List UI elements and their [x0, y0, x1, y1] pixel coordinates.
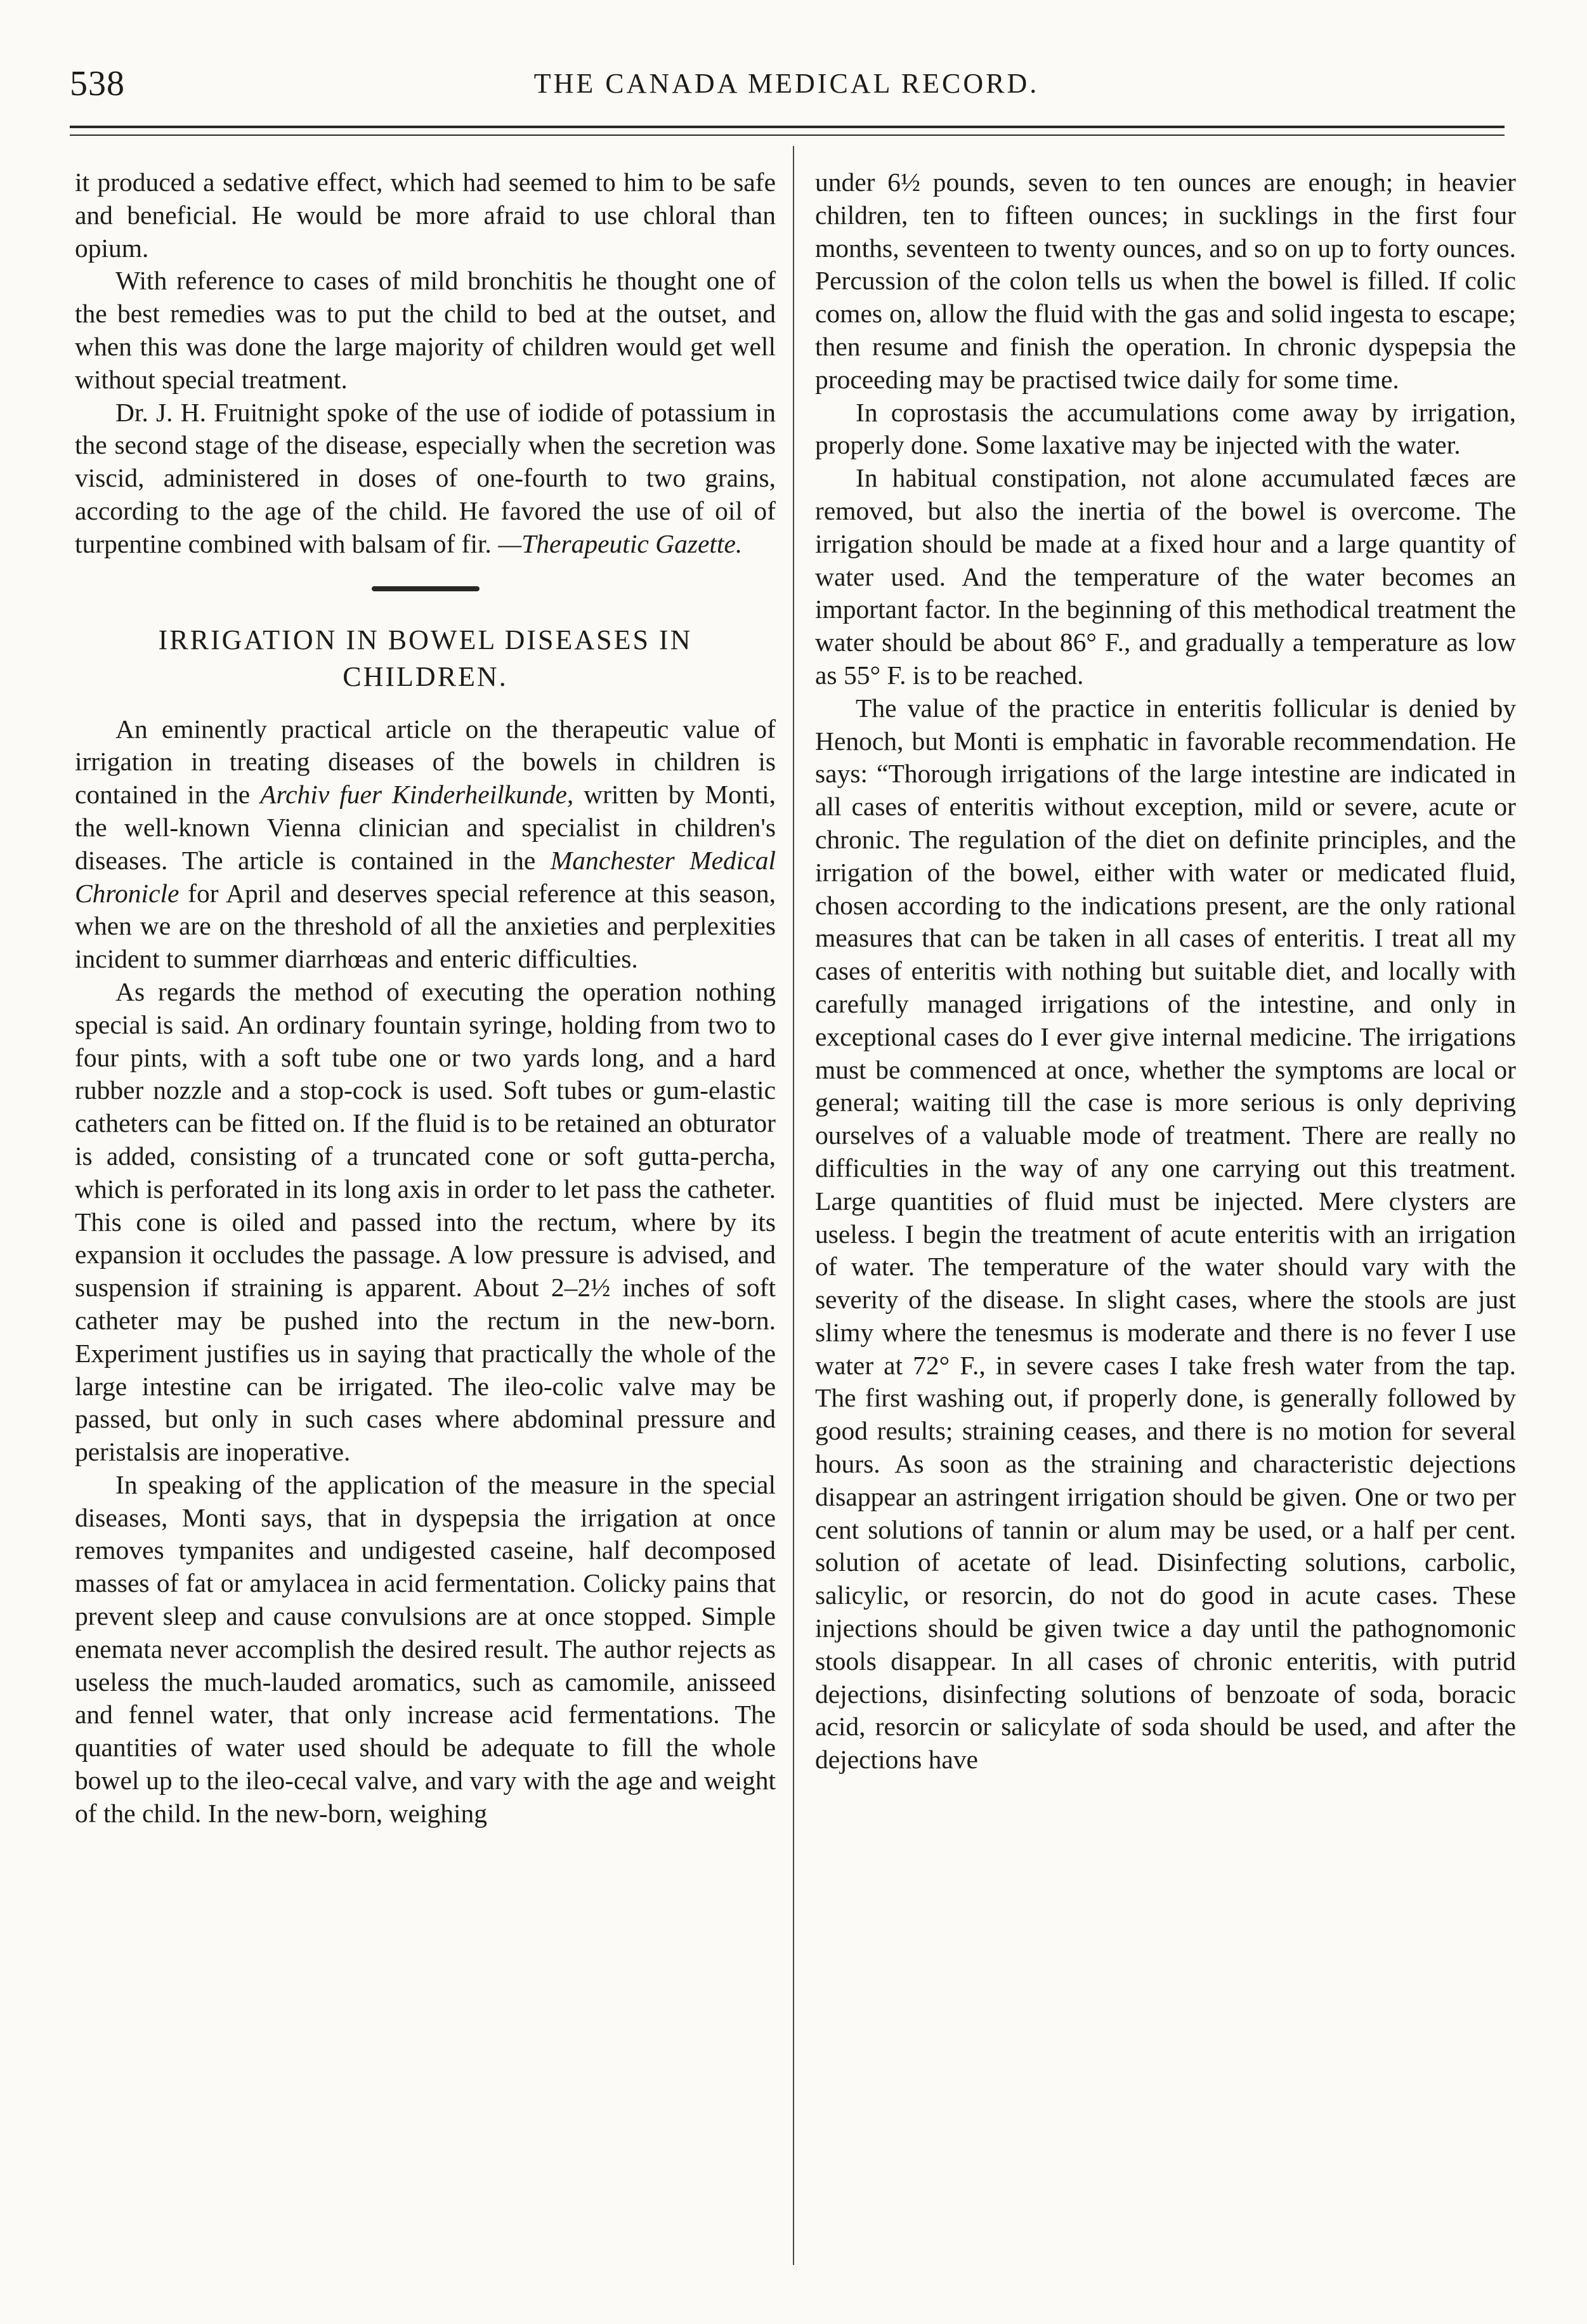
header-rule	[70, 126, 1505, 128]
paragraph: With reference to cases of mild bronchitis he thought one of the best remedies was to put the child to bed at the outset, and when this was done the large majority of children would get well without special treatment.	[75, 266, 776, 394]
paragraph: In speaking of the application of the measure in the special diseases, Monti says, that in dyspepsia the irrigation at once removes tympanites and undigested caseine, half decomposed masses of fat or amylacea in acid fermentation. Colicky pains that prevent sleep and cause convulsions are at once stopped. Simple enemata never accomplish the desired result. The author rejects as useless the much-lauded aromatics, such as camomile, anisseed and fennel water, that only increase acid fermentations. The quantities of water used should be adequate to fill the whole bowel up to the ileo-cecal valve, and vary with the age and weight of the child. In the new-born, weighing	[75, 1469, 776, 1828]
paragraph: The value of the practice in enteritis follicular is denied by Henoch, but Monti is emphatic in favorable recommendation. He says: “Thorough irrigations of the large intestine are indicated in all cases of enteritis without exception, mild or severe, acute or chronic. The regulation of the diet on definite principles, and the irrigation of the bowel, either with water or medicated fluid, chosen according to the indications present, are the only rational measures that can be taken in all cases of enteritis. I treat all my cases of enteritis with nothing but suitable diet, and locally with carefully managed irrigations of the intestine, and only in exceptional cases do I ever give internal medicine. The irrigations must be commenced at once, whether the symptoms are local or general; waiting till the case is more serious is only depriving ourselves of a valuable mode of treatment. There are really no difficulties in the way of any one carrying out this treatment. Large quantities of fluid must be injected. Mere clysters are useless. I begin the treatment of acute enteritis with an irrigation of water. The temperature of the water should vary with the severity of the disease. In slight cases, where the stools are just slimy where the tenesmus is moderate and there is no fever I use water at 72° F., in severe cases I take fresh water from the tap. The first washing out, if properly done, is generally followed by good results; straining ceases, and there is no motion for several hours. As soon as the straining and characteristic dejections disappear an astringent irrigation should be given. One or two per cent solutions of tannin or alum may be used, or a half per cent. solution of acetate of lead. Disinfecting solutions, carbolic, salicylic, or resorcin, do not do good in acute cases. These injections should be given twice a day until the pathognomonic stools disappear. In all cases of chronic enteritis, with putrid dejections, disinfecting solutions of benzoate of soda, boracic acid, resorcin or salicylate of soda should be used, and after the dejections have	[815, 693, 1516, 1775]
paragraph: In habitual constipation, not alone accumulated fæces are removed, but also the inertia of the bowel is overcome. The irrigation should be made at a fixed hour and a large quantity of water used. And the temperature of the water becomes an important factor. In the beginning of this methodical treatment the water should be about 86° F., and gradually a temperature as low as 55° F. is to be reached.	[815, 463, 1516, 690]
journal-title: Manchester Medical Chronicle	[75, 845, 776, 908]
right-column	[815, 166, 1516, 1776]
article-heading: IRRIGATION IN BOWEL DISEASES IN CHILDREN.	[158, 624, 693, 692]
paragraph: In coprostasis the accumulations come away by irrigation, properly done. Some laxative may be injected with the water.	[815, 397, 1516, 460]
paragraph-text: for April and deserves special reference at this season, when we are on the threshold of all the anxieties and perplexities incident to summer diarrhœas and enteric difficulties.	[75, 878, 776, 974]
paragraph-text: Dr. J. H. Fruitnight spoke of the use of iodide of potassium in the second stage of the disease, especially when the secretion was viscid, administered in doses of one-fourth to two grains, according to the age of the child. He favored the use of oil of turpentine combined with balsam of fir.	[75, 397, 776, 558]
paragraph-text: An eminently practical article on the therapeutic value of irrigation in treating diseases of the bowels in children is contained in the	[75, 714, 776, 810]
paragraph-text: written by Monti, the well-known Vienna clinician and specialist in children's diseases. The article is contained in the	[75, 780, 776, 875]
paragraph: As regards the method of executing the operation nothing special is said. An ordinary fountain syringe, holding from two to four pints, with a soft tube one or two yards long, and a hard rubber nozzle and a stop-cock is used. Soft tubes or gum-elastic catheters can be fitted on. If the fluid is to be retained an obturator is added, consisting of a truncated cone or soft gutta-percha, which is perforated in its long axis in order to let pass the catheter. This cone is oiled and passed into the rectum, where by its expansion it occludes the passage. A low pressure is advised, and suspension if straining is apparent. About 2–2½ inches of soft catheter may be pushed into the rectum in the new-born. Experiment justifies us in saying that practically the whole of the large intestine can be irrigated. The ileo-colic valve may be passed, but only in such cases where abdominal pressure and peristalsis are inoperative.	[75, 976, 776, 1467]
page-header	[70, 63, 1503, 108]
source-citation: —Therapeutic Gazette.	[498, 528, 743, 558]
column-divider	[793, 146, 794, 2265]
paragraph: under 6½ pounds, seven to ten ounces are enough; in heavier children, ten to fifteen ounces; in sucklings in the first four months, seventeen to twenty ounces, and so on up to forty ounces. Percussion of the colon tells us when the bowel is filled. If colic comes on, allow the fluid with the gas and solid ingesta to escape; then resume and finish the operation. In chronic dyspepsia the proceeding may be practised twice daily for some time.	[815, 167, 1516, 394]
section-divider	[372, 586, 480, 591]
paragraph	[75, 397, 776, 561]
running-head: THE CANADA MEDICAL RECORD.	[533, 68, 1040, 99]
header-rule-thin	[70, 135, 1505, 136]
paragraph: it produced a sedative effect, which had seemed to him to be safe and beneficial. He would be more afraid to use chloral than opium.	[75, 167, 776, 263]
paragraph	[75, 713, 776, 976]
left-column	[75, 166, 776, 1830]
journal-title: Archiv fuer Kinderheilkunde,	[260, 780, 574, 810]
page-number: 538	[70, 64, 125, 103]
